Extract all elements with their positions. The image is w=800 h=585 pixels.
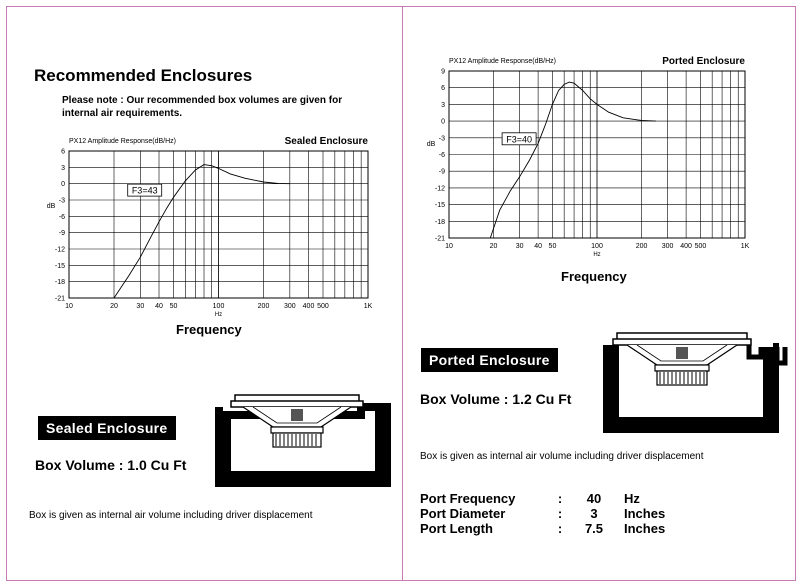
sealed-annotation-label: F3=43 <box>131 185 158 196</box>
port-spec-table <box>420 491 665 536</box>
ported-chart-header: PX12 Amplitude Response(dB/Hz) <box>449 58 556 65</box>
ported-footnote: Box is given as internal air volume including driver displacement <box>420 451 704 462</box>
sealed-chart-title: Sealed Enclosure <box>284 136 368 147</box>
port-row-diameter: Port Diameter : 3 Inches <box>420 506 666 521</box>
sealed-enclosure-label: Sealed Enclosure <box>38 416 176 440</box>
sealed-xaxis-label: Hz <box>214 312 223 318</box>
ported-ytick-label: 9 <box>441 68 445 76</box>
sealed-ytick-label: 3 <box>61 164 65 172</box>
ported-ytick-label: -3 <box>438 135 445 143</box>
right-page <box>402 6 796 581</box>
ported-enclosure-label: Ported Enclosure <box>421 348 558 372</box>
ported-ytick-label: -21 <box>434 235 445 243</box>
port-row-length: Port Length : 7.5 Inches <box>420 521 666 536</box>
sealed-xtick-label: 500 <box>317 303 329 310</box>
sealed-xtick-label: 30 <box>136 303 145 310</box>
ported-xtick-label: 40 <box>534 243 543 250</box>
ported-response-chart <box>403 47 797 262</box>
sealed-xtick-label: 1K <box>363 303 373 310</box>
left-page <box>6 6 403 581</box>
sealed-ytick-label: -3 <box>58 197 65 205</box>
sealed-enclosure-diagram <box>213 391 398 491</box>
ported-ytick-label: -9 <box>438 168 445 176</box>
sealed-response-chart <box>7 127 404 322</box>
ported-chart-frequency-caption: Frequency <box>561 269 627 284</box>
sealed-xtick-label: 400 <box>302 303 315 310</box>
ported-xtick-label: 300 <box>661 243 674 250</box>
sealed-xtick-label: 300 <box>283 303 296 310</box>
ported-speaker-icon <box>613 333 751 385</box>
sealed-ytick-label: 6 <box>61 148 65 156</box>
sealed-ytick-label: 0 <box>61 181 65 189</box>
sealed-box-volume: Box Volume : 1.0 Cu Ft <box>35 457 187 473</box>
ported-xaxis-label: Hz <box>593 252 601 258</box>
sealed-speaker-icon <box>231 395 363 447</box>
ported-xtick-label: 100 <box>591 243 603 250</box>
ported-chart-plot <box>427 56 750 258</box>
sealed-chart-frequency-caption: Frequency <box>176 322 242 337</box>
ported-response-curve <box>490 82 656 238</box>
sealed-ytick-label: -12 <box>54 246 65 254</box>
ported-ytick-label: -15 <box>434 202 445 210</box>
sealed-xtick-label: 40 <box>155 303 163 310</box>
sealed-ytick-label: -6 <box>58 213 65 221</box>
ported-box-volume: Box Volume : 1.2 Cu Ft <box>420 391 572 407</box>
sealed-xtick-label: 10 <box>65 303 73 310</box>
ported-chart-title: Ported Enclosure <box>662 56 745 67</box>
sealed-chart-header: PX12 Amplitude Response(dB/Hz) <box>69 138 176 145</box>
ported-ytick-label: 6 <box>441 85 445 93</box>
page-title: Recommended Enclosures <box>34 66 253 85</box>
ported-ytick-label: 0 <box>441 118 445 126</box>
sealed-ytick-label: -21 <box>54 295 65 303</box>
ported-xtick-label: 10 <box>445 243 453 250</box>
sealed-ytick-label: -18 <box>54 279 65 287</box>
ported-xtick-label: 500 <box>694 243 707 250</box>
sealed-xtick-label: 20 <box>110 303 118 310</box>
sealed-ytick-label: -9 <box>58 230 65 238</box>
sealed-yaxis-label: dB <box>46 203 56 211</box>
ported-yaxis-label: dB <box>426 141 436 149</box>
sealed-footnote: Box is given as internal air volume including driver displacement <box>29 510 313 521</box>
sealed-xtick-label: 100 <box>212 303 225 310</box>
ported-xtick-label: 30 <box>515 243 524 250</box>
ported-xtick-label: 20 <box>489 243 498 250</box>
sealed-xtick-label: 50 <box>169 303 178 310</box>
ported-annotation-label: F3=40 <box>506 134 532 145</box>
ported-ytick-label: 3 <box>441 101 445 109</box>
ported-xtick-label: 400 <box>680 243 692 250</box>
ported-ytick-label: -12 <box>434 185 445 193</box>
box-volume-note: Please note : Our recommended box volumes are given for internal air requirements. <box>62 95 343 119</box>
sealed-xtick-label: 200 <box>257 303 270 310</box>
ported-xtick-label: 200 <box>635 243 648 250</box>
ported-enclosure-diagram <box>601 327 791 437</box>
ported-xtick-label: 1K <box>740 243 750 250</box>
ported-ytick-label: -18 <box>434 218 445 226</box>
ported-ytick-label: -6 <box>438 152 445 159</box>
sealed-ytick-label: -15 <box>54 262 65 270</box>
ported-xtick-label: 50 <box>548 243 557 250</box>
port-row-frequency: Port Frequency : 40 Hz <box>420 491 640 506</box>
sealed-chart-plot <box>47 136 373 318</box>
